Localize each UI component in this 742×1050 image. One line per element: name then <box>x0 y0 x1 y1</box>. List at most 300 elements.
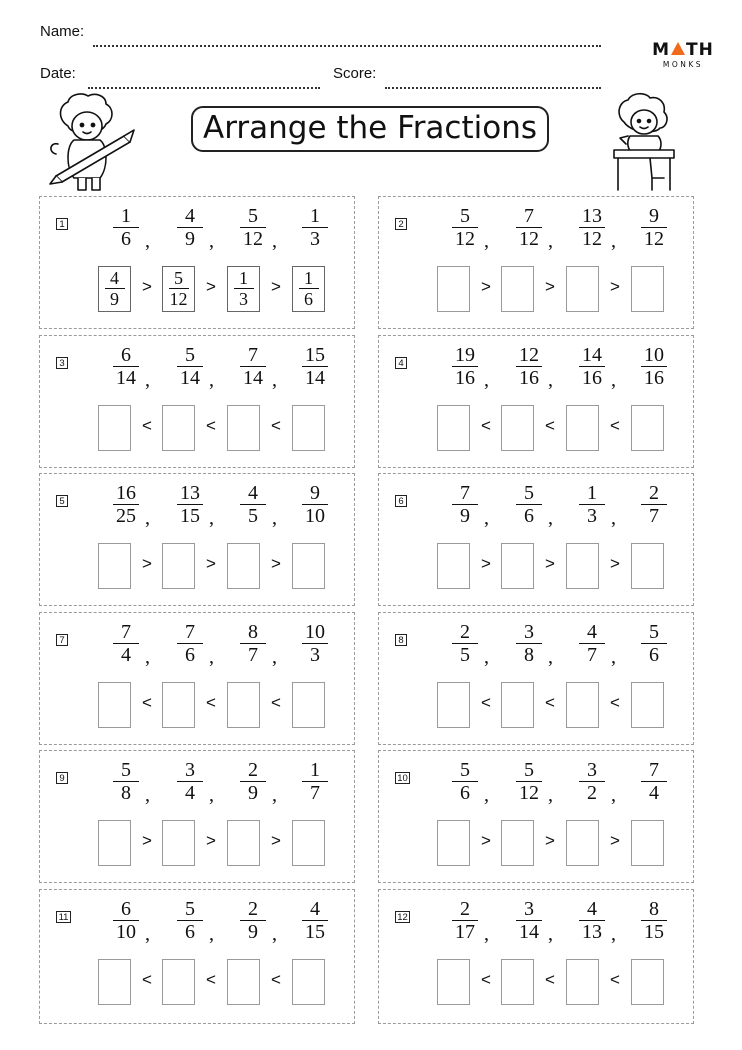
fraction <box>293 621 337 666</box>
answer-box[interactable] <box>566 266 599 312</box>
problem-number: 6 <box>395 495 407 507</box>
answer-box[interactable] <box>631 266 664 312</box>
denominator: 17 <box>455 921 475 943</box>
answer-box[interactable] <box>631 959 664 1005</box>
answer-box[interactable] <box>437 543 470 589</box>
problem-number: 7 <box>56 634 68 646</box>
denominator: 15 <box>644 921 664 943</box>
numerator: 2 <box>460 621 470 643</box>
fraction <box>570 482 614 527</box>
numerator: 8 <box>248 621 258 643</box>
answer-box[interactable] <box>227 405 260 451</box>
answer-box[interactable] <box>566 405 599 451</box>
comma: , <box>272 923 277 945</box>
denominator: 6 <box>524 505 534 527</box>
fraction <box>570 759 614 804</box>
comparison-symbol: > <box>206 277 216 296</box>
brand-logo: M TH MONKS <box>652 40 714 69</box>
denominator: 4 <box>121 644 131 666</box>
score-label: Score: <box>333 65 377 82</box>
numerator: 7 <box>121 621 131 643</box>
problem-number: 9 <box>56 772 68 784</box>
answer-box[interactable] <box>162 405 195 451</box>
denominator: 10 <box>116 921 136 943</box>
numerator: 5 <box>524 759 534 781</box>
numerator: 3 <box>524 898 534 920</box>
denominator: 12 <box>644 228 664 250</box>
comparison-symbol: > <box>271 831 281 850</box>
denominator: 12 <box>582 228 602 250</box>
answer-box[interactable] <box>437 959 470 1005</box>
numerator: 3 <box>587 759 597 781</box>
denominator: 8 <box>121 782 131 804</box>
denominator: 3 <box>587 505 597 527</box>
comparison-symbol: > <box>545 831 555 850</box>
answer-box[interactable] <box>501 959 534 1005</box>
comparison-symbol: < <box>545 970 555 989</box>
answer-fraction <box>99 268 130 309</box>
denominator: 14 <box>116 367 136 389</box>
numerator: 2 <box>649 482 659 504</box>
comparison-symbol: < <box>481 416 491 435</box>
comparison-symbol: > <box>206 831 216 850</box>
denominator: 5 <box>248 505 258 527</box>
problem-card <box>378 750 694 883</box>
fraction <box>293 759 337 804</box>
date-line[interactable] <box>88 87 320 89</box>
score-line[interactable] <box>385 87 601 89</box>
problem-card <box>378 473 694 606</box>
fraction <box>507 898 551 943</box>
comma: , <box>484 230 489 252</box>
comparison-symbol: < <box>206 416 216 435</box>
fraction <box>168 759 212 804</box>
denominator: 12 <box>169 289 188 309</box>
comparison-symbol: < <box>545 416 555 435</box>
fraction <box>570 344 614 389</box>
numerator: 19 <box>455 344 475 366</box>
comma: , <box>272 369 277 391</box>
answer-box[interactable] <box>162 266 195 312</box>
denominator: 6 <box>304 289 313 309</box>
denominator: 3 <box>239 289 248 309</box>
answer-box[interactable] <box>227 543 260 589</box>
numerator: 13 <box>582 205 602 227</box>
problem-card <box>39 473 355 606</box>
comma: , <box>209 784 214 806</box>
problem-number: 4 <box>395 357 407 369</box>
comma: , <box>145 230 150 252</box>
kid-with-pencil-icon <box>44 92 138 194</box>
numerator: 7 <box>185 621 195 643</box>
triangle-icon <box>671 42 685 55</box>
comma: , <box>611 230 616 252</box>
denominator: 16 <box>582 367 602 389</box>
fraction <box>231 621 275 666</box>
comma: , <box>209 507 214 529</box>
fraction <box>632 205 676 250</box>
comparison-symbol: < <box>142 970 152 989</box>
comma: , <box>548 646 553 668</box>
name-label: Name: <box>40 23 85 40</box>
fraction <box>443 759 487 804</box>
denominator: 4 <box>649 782 659 804</box>
numerator: 2 <box>248 898 258 920</box>
answer-box[interactable] <box>98 682 131 728</box>
answer-box[interactable] <box>162 959 195 1005</box>
comma: , <box>548 784 553 806</box>
denominator: 9 <box>460 505 470 527</box>
denominator: 7 <box>310 782 320 804</box>
numerator: 7 <box>524 205 534 227</box>
denominator: 6 <box>649 644 659 666</box>
denominator: 14 <box>519 921 539 943</box>
problem-number: 2 <box>395 218 407 230</box>
answer-box[interactable] <box>292 820 325 866</box>
denominator: 6 <box>121 228 131 250</box>
numerator: 6 <box>121 898 131 920</box>
denominator: 12 <box>243 228 263 250</box>
denominator: 9 <box>248 921 258 943</box>
answer-box[interactable] <box>566 543 599 589</box>
fraction <box>231 898 275 943</box>
comma: , <box>272 784 277 806</box>
fraction <box>443 344 487 389</box>
answer-box[interactable] <box>566 820 599 866</box>
comma: , <box>548 923 553 945</box>
fraction <box>632 344 676 389</box>
fraction <box>168 621 212 666</box>
problem-number: 8 <box>395 634 407 646</box>
numerator: 9 <box>649 205 659 227</box>
comma: , <box>145 507 150 529</box>
fraction <box>293 344 337 389</box>
numerator: 1 <box>310 759 320 781</box>
fraction <box>443 205 487 250</box>
numerator: 1 <box>310 205 320 227</box>
answer-box[interactable] <box>162 682 195 728</box>
numerator: 15 <box>305 344 325 366</box>
comma: , <box>611 507 616 529</box>
comparison-symbol: < <box>481 970 491 989</box>
answer-box[interactable] <box>631 820 664 866</box>
comparison-symbol: < <box>206 970 216 989</box>
numerator: 4 <box>587 621 597 643</box>
comma: , <box>209 923 214 945</box>
denominator: 15 <box>305 921 325 943</box>
comparison-symbol: > <box>545 554 555 573</box>
numerator: 5 <box>248 205 258 227</box>
numerator: 4 <box>587 898 597 920</box>
comma: , <box>484 923 489 945</box>
comparison-symbol: > <box>142 277 152 296</box>
answer-box[interactable] <box>98 266 131 312</box>
fraction <box>507 205 551 250</box>
denominator: 14 <box>180 367 200 389</box>
answer-box[interactable] <box>227 266 260 312</box>
answer-box[interactable] <box>98 405 131 451</box>
denominator: 15 <box>180 505 200 527</box>
comma: , <box>548 369 553 391</box>
problem-card <box>39 196 355 329</box>
numerator: 5 <box>460 759 470 781</box>
denominator: 6 <box>185 921 195 943</box>
comparison-symbol: < <box>610 416 620 435</box>
answer-box[interactable] <box>292 682 325 728</box>
problem-number: 12 <box>395 911 410 923</box>
numerator: 7 <box>649 759 659 781</box>
denominator: 25 <box>116 505 136 527</box>
answer-box[interactable] <box>501 820 534 866</box>
problem-number: 11 <box>56 911 71 923</box>
comparison-symbol: < <box>610 693 620 712</box>
answer-box[interactable] <box>292 405 325 451</box>
comma: , <box>484 784 489 806</box>
date-label: Date: <box>40 65 76 82</box>
comparison-symbol: < <box>271 970 281 989</box>
fraction <box>632 898 676 943</box>
fraction <box>104 344 148 389</box>
denominator: 12 <box>455 228 475 250</box>
numerator: 6 <box>121 344 131 366</box>
problem-card <box>378 612 694 745</box>
numerator: 5 <box>174 268 183 288</box>
answer-fraction <box>163 268 194 309</box>
answer-box[interactable] <box>501 405 534 451</box>
answer-fraction <box>293 268 324 309</box>
fraction <box>507 344 551 389</box>
comparison-symbol: > <box>610 277 620 296</box>
fraction <box>570 205 614 250</box>
fraction <box>507 759 551 804</box>
answer-box[interactable] <box>162 543 195 589</box>
denominator: 2 <box>587 782 597 804</box>
problem-card <box>378 889 694 1024</box>
comparison-symbol: > <box>271 554 281 573</box>
comparison-symbol: < <box>206 693 216 712</box>
fraction <box>168 482 212 527</box>
answer-box[interactable] <box>437 405 470 451</box>
problem-number: 5 <box>56 495 68 507</box>
denominator: 8 <box>524 644 534 666</box>
numerator: 1 <box>304 268 313 288</box>
fraction <box>507 482 551 527</box>
answer-box[interactable] <box>631 405 664 451</box>
comma: , <box>611 784 616 806</box>
comma: , <box>145 646 150 668</box>
fraction <box>293 482 337 527</box>
denominator: 3 <box>310 228 320 250</box>
comma: , <box>145 369 150 391</box>
denominator: 12 <box>519 782 539 804</box>
problem-number: 3 <box>56 357 68 369</box>
problem-card <box>378 335 694 468</box>
fraction <box>507 621 551 666</box>
answer-box[interactable] <box>437 266 470 312</box>
fraction <box>293 205 337 250</box>
denominator: 13 <box>582 921 602 943</box>
denominator: 7 <box>248 644 258 666</box>
fraction <box>231 759 275 804</box>
numerator: 7 <box>248 344 258 366</box>
comma: , <box>484 507 489 529</box>
numerator: 5 <box>121 759 131 781</box>
comparison-symbol: < <box>271 693 281 712</box>
answer-box[interactable] <box>227 820 260 866</box>
comma: , <box>272 646 277 668</box>
denominator: 7 <box>649 505 659 527</box>
name-line[interactable] <box>93 45 601 47</box>
fraction <box>104 759 148 804</box>
comparison-symbol: < <box>142 693 152 712</box>
answer-box[interactable] <box>292 266 325 312</box>
comma: , <box>209 646 214 668</box>
denominator: 6 <box>185 644 195 666</box>
problem-card <box>39 750 355 883</box>
comma: , <box>145 784 150 806</box>
fraction <box>104 621 148 666</box>
denominator: 7 <box>587 644 597 666</box>
denominator: 12 <box>519 228 539 250</box>
comparison-symbol: > <box>142 554 152 573</box>
numerator: 7 <box>460 482 470 504</box>
fraction <box>168 344 212 389</box>
comparison-symbol: > <box>610 554 620 573</box>
numerator: 3 <box>524 621 534 643</box>
fraction <box>231 482 275 527</box>
comma: , <box>272 507 277 529</box>
numerator: 4 <box>310 898 320 920</box>
problem-card <box>39 612 355 745</box>
comparison-symbol: > <box>142 831 152 850</box>
answer-box[interactable] <box>98 543 131 589</box>
comparison-symbol: > <box>481 277 491 296</box>
fraction <box>231 344 275 389</box>
comparison-symbol: < <box>142 416 152 435</box>
numerator: 16 <box>116 482 136 504</box>
comparison-symbol: > <box>545 277 555 296</box>
numerator: 2 <box>460 898 470 920</box>
numerator: 1 <box>239 268 248 288</box>
denominator: 14 <box>305 367 325 389</box>
answer-box[interactable] <box>631 543 664 589</box>
answer-box[interactable] <box>501 543 534 589</box>
problem-number: 1 <box>56 218 68 230</box>
fraction <box>168 898 212 943</box>
comparison-symbol: > <box>206 554 216 573</box>
answer-box[interactable] <box>98 959 131 1005</box>
comma: , <box>548 230 553 252</box>
comparison-symbol: > <box>481 554 491 573</box>
comma: , <box>611 923 616 945</box>
comma: , <box>484 646 489 668</box>
numerator: 12 <box>519 344 539 366</box>
answer-box[interactable] <box>566 959 599 1005</box>
answer-fraction <box>228 268 259 309</box>
comma: , <box>209 230 214 252</box>
page-title: Arrange the Fractions <box>191 106 549 152</box>
answer-box[interactable] <box>292 959 325 1005</box>
answer-box[interactable] <box>501 682 534 728</box>
comma: , <box>145 923 150 945</box>
fraction <box>632 621 676 666</box>
numerator: 10 <box>305 621 325 643</box>
problem-card <box>39 335 355 468</box>
denominator: 16 <box>644 367 664 389</box>
numerator: 5 <box>185 898 195 920</box>
problem-card <box>39 889 355 1024</box>
comma: , <box>209 369 214 391</box>
comparison-symbol: > <box>610 831 620 850</box>
numerator: 1 <box>587 482 597 504</box>
answer-box[interactable] <box>227 682 260 728</box>
fraction <box>570 898 614 943</box>
comparison-symbol: > <box>481 831 491 850</box>
numerator: 5 <box>524 482 534 504</box>
answer-box[interactable] <box>566 682 599 728</box>
problem-number: 10 <box>395 772 410 784</box>
denominator: 16 <box>519 367 539 389</box>
denominator: 9 <box>248 782 258 804</box>
numerator: 4 <box>185 205 195 227</box>
fraction <box>632 482 676 527</box>
denominator: 6 <box>460 782 470 804</box>
fraction <box>443 898 487 943</box>
kid-at-desk-icon <box>606 92 682 194</box>
comma: , <box>272 230 277 252</box>
numerator: 8 <box>649 898 659 920</box>
fraction <box>168 205 212 250</box>
fraction <box>231 205 275 250</box>
numerator: 5 <box>185 344 195 366</box>
numerator: 5 <box>649 621 659 643</box>
fraction <box>443 482 487 527</box>
denominator: 9 <box>185 228 195 250</box>
numerator: 4 <box>248 482 258 504</box>
fraction <box>293 898 337 943</box>
comparison-symbol: < <box>481 693 491 712</box>
comparison-symbol: > <box>271 277 281 296</box>
numerator: 9 <box>310 482 320 504</box>
numerator: 14 <box>582 344 602 366</box>
denominator: 3 <box>310 644 320 666</box>
fraction <box>632 759 676 804</box>
numerator: 3 <box>185 759 195 781</box>
answer-box[interactable] <box>437 820 470 866</box>
comma: , <box>484 369 489 391</box>
comma: , <box>611 646 616 668</box>
fraction <box>104 482 148 527</box>
numerator: 13 <box>180 482 200 504</box>
fraction <box>104 898 148 943</box>
answer-box[interactable] <box>437 682 470 728</box>
denominator: 9 <box>110 289 119 309</box>
comma: , <box>548 507 553 529</box>
answer-box[interactable] <box>162 820 195 866</box>
answer-box[interactable] <box>501 266 534 312</box>
denominator: 14 <box>243 367 263 389</box>
answer-box[interactable] <box>292 543 325 589</box>
answer-box[interactable] <box>227 959 260 1005</box>
numerator: 2 <box>248 759 258 781</box>
fraction <box>570 621 614 666</box>
numerator: 1 <box>121 205 131 227</box>
answer-box[interactable] <box>98 820 131 866</box>
answer-box[interactable] <box>631 682 664 728</box>
numerator: 4 <box>110 268 119 288</box>
denominator: 10 <box>305 505 325 527</box>
denominator: 16 <box>455 367 475 389</box>
